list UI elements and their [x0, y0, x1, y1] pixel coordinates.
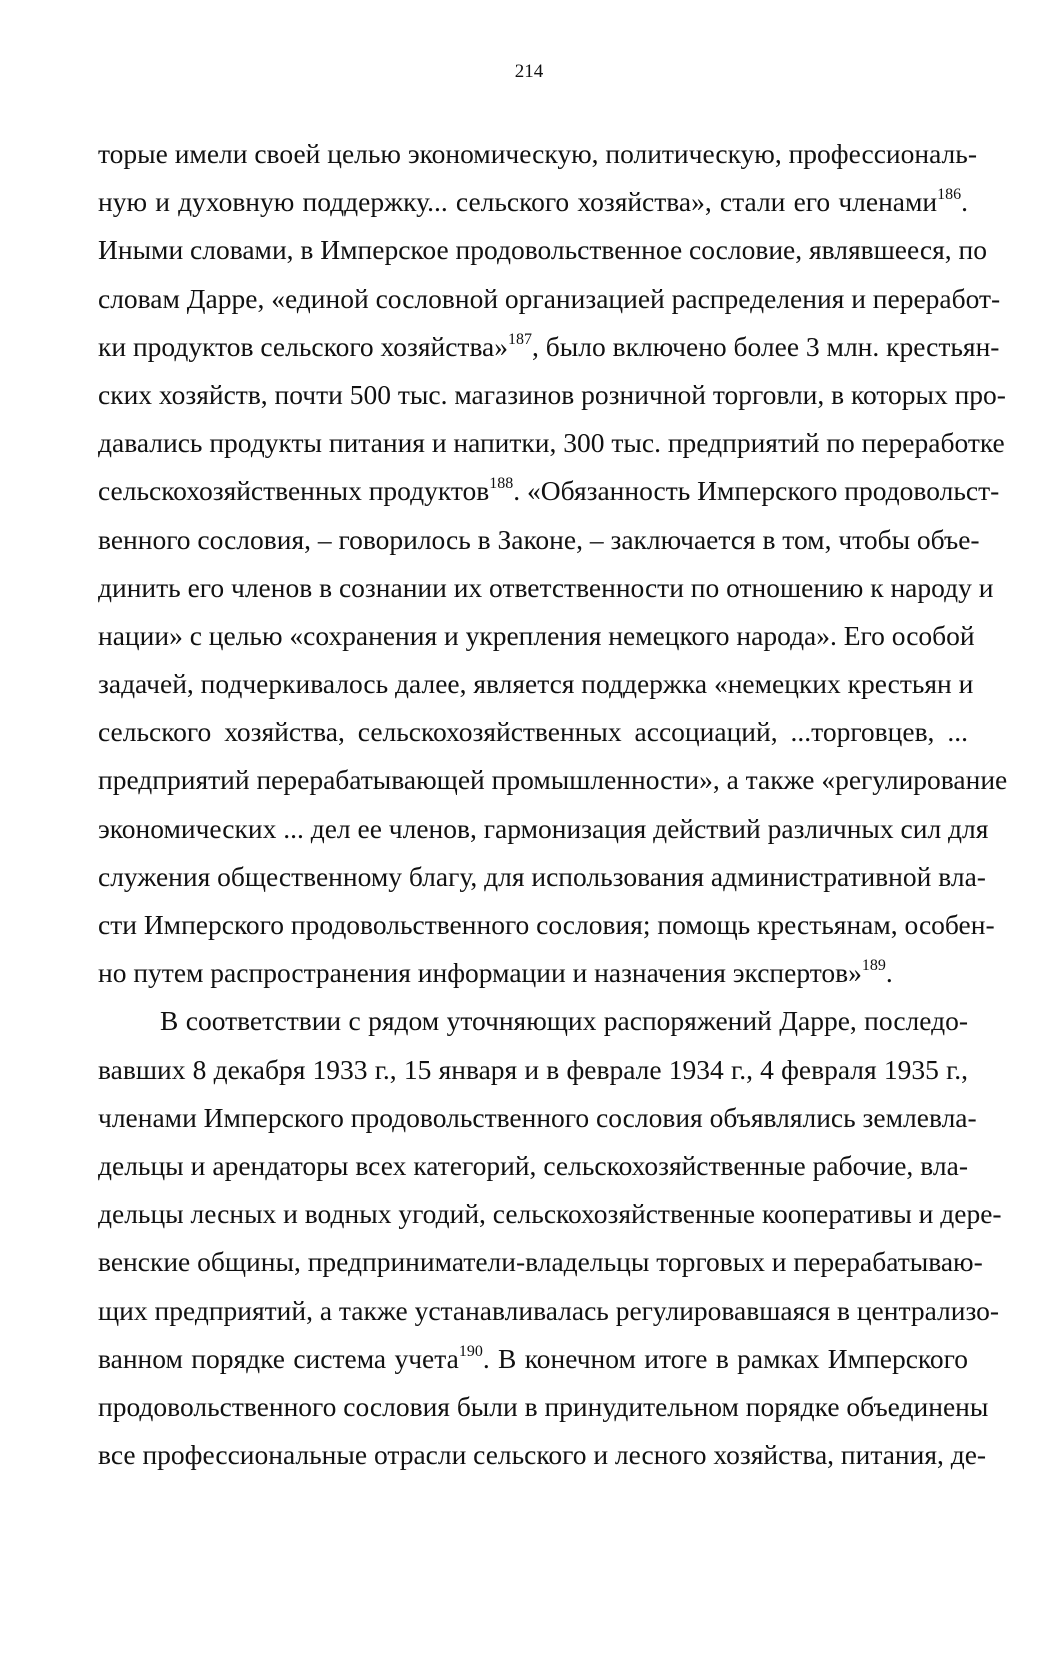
text-line: служения общественному благу, для использования административной вла- — [98, 860, 986, 892]
text-line: торые имели своей целью экономическую, политическую, профессиональ- — [98, 138, 977, 169]
body-text — [98, 130, 1008, 1479]
text-line: давались продукты питания и напитки, 300 тыс. предприятий по переработке — [98, 427, 1005, 459]
text-line: ную и духовную поддержку... сельского хозяйства», стали его членами$^{186}$. — [98, 186, 968, 218]
text-line: членами Имперского продовольственного сословия объявлялись землевла- — [98, 1101, 977, 1133]
text-line: Иными словами, в Имперское продовольственное сословие, являвшееся, по — [98, 234, 987, 266]
text-line: сельскохозяйственных продуктов$^{188}$. «Обязанность Имперского продовольст- — [98, 475, 1000, 507]
footnote-ref[interactable]: 188 — [489, 475, 514, 493]
page-number: 214 — [514, 61, 544, 82]
footnote-ref[interactable]: 190 — [458, 1342, 483, 1360]
text-line: экономических ... дел ее членов, гармонизация действий различных сил для — [98, 812, 989, 844]
text-line: щих предприятий, а также устанавливалась регулировавшаяся в централизо- — [98, 1294, 1000, 1326]
text-line: В соответствии с рядом уточняющих распоряжений Дарре, последо- — [160, 1005, 968, 1037]
text-line: дельцы и арендаторы всех категорий, сельскохозяйственные рабочие, вла- — [98, 1149, 968, 1181]
paragraph-1 — [98, 130, 1008, 997]
text-line: продовольственного сословия были в принудительном порядке объединены — [98, 1390, 989, 1422]
text-line: динить его членов в сознании их ответственности по отношению к народу и — [98, 571, 994, 603]
text-line: дельцы лесных и водных угодий, сельскохозяйственные кооперативы и дере- — [98, 1198, 1002, 1230]
text-line: вавших 8 декабря 1933 г., 15 января и в феврале 1934 г., 4 февраля 1935 г., — [98, 1053, 968, 1085]
text-line: сельского хозяйства, сельскохозяйственных ассоциаций, ...торговцев, ... — [98, 716, 968, 748]
text-line: венские общины, предприниматели-владельцы торговых и перерабатываю- — [98, 1246, 983, 1278]
text-line: но путем распространения информации и назначения экспертов»$^{189}$. — [98, 957, 893, 989]
footnote-ref[interactable]: 189 — [861, 957, 886, 975]
text-line: нации» с целью «сохранения и укрепления немецкого народа». Его особой — [98, 619, 975, 651]
text-line: предприятий перерабатывающей промышленности», а также «регулирование — [98, 764, 1008, 796]
footnote-ref[interactable]: 187 — [508, 330, 533, 348]
text-line: все профессиональные отрасли сельского и лесного хозяйства, питания, де- — [98, 1439, 987, 1471]
text-line: сти Имперского продовольственного сословия; помощь крестьянам, особен- — [98, 909, 995, 940]
text-line: венного сословия, – говорилось в Законе, – заключается в том, чтобы объе- — [98, 523, 980, 555]
text-line: ки продуктов сельского хозяйства»$^{187}$, было включено более 3 млн. крестьян- — [98, 330, 1000, 362]
text-line: задачей, подчеркивалось далее, является поддержка «немецких крестьян и — [98, 668, 974, 700]
footnote-ref[interactable]: 186 — [937, 186, 962, 204]
text-line: ских хозяйств, почти 500 тыс. магазинов розничной торговли, в которых про- — [98, 378, 1006, 410]
text-line: словам Дарре, «единой сословной организацией распределения и переработ- — [98, 282, 1001, 314]
paragraph-2 — [98, 997, 1002, 1479]
text-line: ванном порядке система учета$^{190}$. В конечном итоге в рамках Имперского — [98, 1342, 968, 1374]
